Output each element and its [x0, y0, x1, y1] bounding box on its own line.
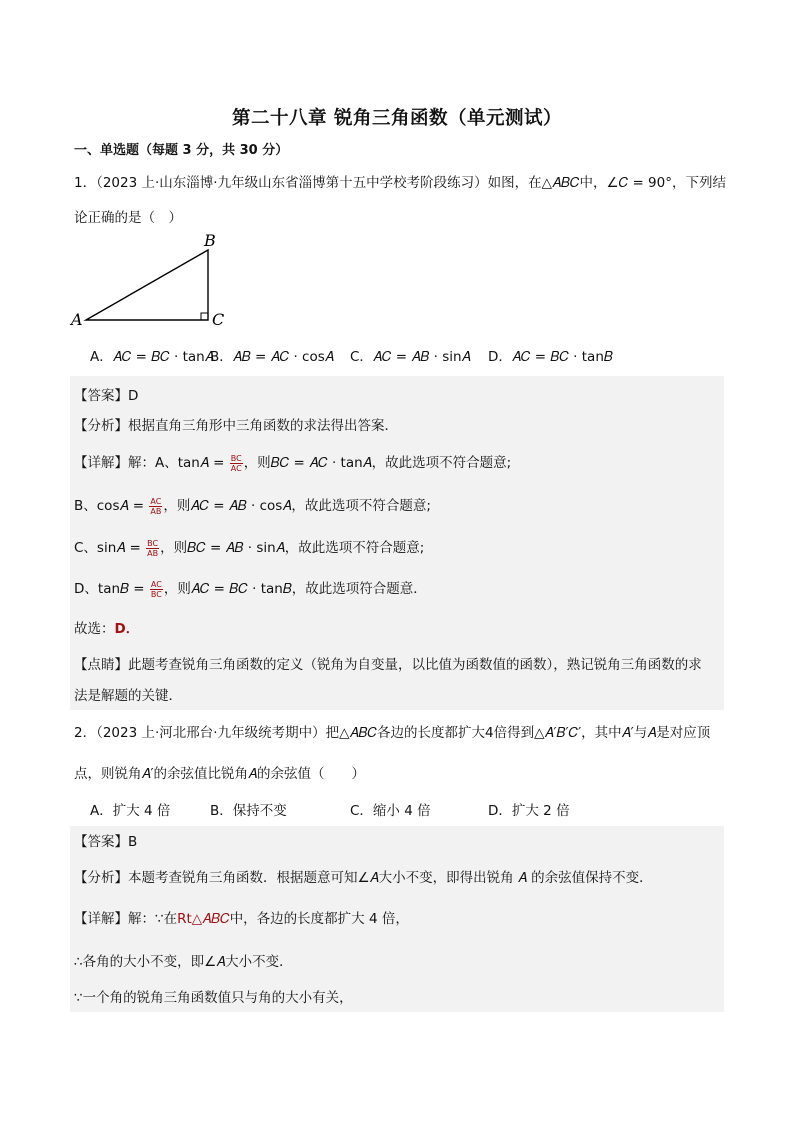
vertex-label-c: C	[212, 310, 225, 329]
fraction: $\frac{BC}{AB}$	[147, 538, 159, 558]
q1-answer: 【答案】D	[74, 388, 139, 404]
q2-option-b[interactable]: B．保持不变	[210, 803, 287, 819]
q1-option-c[interactable]: C．𝐴𝐶 = 𝐴𝐵 · sin𝐴	[350, 349, 471, 365]
q2-stem-line2: 点，则锐角𝐴′的余弦值比锐角𝐴的余弦值（ ）	[74, 766, 366, 782]
q2-option-c[interactable]: C．缩小 4 倍	[350, 803, 431, 819]
q2-option-a[interactable]: A．扩大 4 倍	[90, 803, 171, 819]
q2-answer: 【答案】B	[74, 834, 138, 850]
q1-detail-line2: B、cos𝐴 = $\frac{AC}{AB}$ ，则𝐴𝐶 = 𝐴𝐵 · cos𝐴，故此选项不符合题意;	[74, 496, 431, 516]
fraction: $\frac{AC}{AB}$	[150, 496, 162, 516]
q1-triangle-figure	[66, 228, 236, 332]
fraction: $\frac{BC}{AC}$	[230, 453, 242, 473]
vertex-label-b: B	[204, 231, 216, 250]
q1-stem-line1: 1．（2023 上·山东淄博·九年级山东省淄博第十五中学校考阶段练习）如图，在△𝐴𝐵𝐶中，∠𝐶 = 90°，下列结	[74, 175, 726, 191]
q1-detail-line5: 故选：D．	[74, 621, 140, 637]
q1-option-a[interactable]: A．𝐴𝐶 = 𝐵𝐶 · tan𝐴	[90, 349, 214, 365]
q1-comment-line1: 【点睛】此题考查锐角三角函数的定义（锐角为自变量，以比值为函数值的函数），熟记锐角三角函数的求	[74, 657, 702, 673]
q1-analysis: 【分析】根据直角三角形中三角函数的求法得出答案．	[74, 418, 398, 434]
q1-detail-line1: 【详解】解：A、tan𝐴 = $\frac{BC}{AC}$ ，则𝐵𝐶 = 𝐴𝐶 · tan𝐴，故此选项不符合题意;	[74, 453, 512, 473]
q1-comment-line2: 法是解题的关键．	[74, 688, 182, 704]
q1-detail-line3: C、sin𝐴 = $\frac{BC}{AB}$ ，则𝐵𝐶 = 𝐴𝐵 · sin𝐴，故此选项不符合题意;	[74, 538, 425, 558]
q1-option-b[interactable]: B．𝐴𝐵 = 𝐴𝐶 · cos𝐴	[210, 349, 334, 365]
q2-detail-line3: ∵一个角的锐角三角函数值只与角的大小有关，	[74, 990, 353, 1006]
q2-stem-line1: 2．（2023 上·河北邢台·九年级统考期中）把△𝐴𝐵𝐶各边的长度都扩大4倍得到△𝐴′𝐵′𝐶′，其中𝐴′与𝐴是对应顶	[74, 725, 711, 741]
q1-detail-line4: D、tan𝐵 = $\frac{AC}{BC}$ ，则𝐴𝐶 = 𝐵𝐶 · tan𝐵，故此选项符合题意．	[74, 579, 427, 599]
triangle-shape	[86, 250, 208, 320]
right-angle-mark	[201, 313, 208, 320]
q1-stem-line2: 论正确的是（ ）	[74, 210, 182, 226]
q2-analysis: 【分析】本题考查锐角三角函数．根据题意可知∠𝐴大小不变，即得出锐角 𝐴 的余弦值保持不变．	[74, 870, 653, 886]
vertex-label-a: A	[71, 310, 83, 329]
q2-detail-line1: 【详解】解：∵在Rt△𝐴𝐵𝐶中，各边的长度都扩大 4 倍，	[74, 911, 409, 927]
page-title: 第二十八章 锐角三角函数（单元测试）	[232, 108, 562, 129]
q2-option-d[interactable]: D．扩大 2 倍	[488, 803, 570, 819]
q2-detail-line2: ∴各角的大小不变，即∠𝐴大小不变．	[74, 954, 293, 970]
section-heading: 一、单选题（每题 3 分，共 30 分）	[74, 143, 289, 158]
fraction: $\frac{AC}{BC}$	[150, 579, 162, 599]
q1-option-d[interactable]: D．𝐴𝐶 = 𝐵𝐶 · tan𝐵	[488, 349, 613, 365]
